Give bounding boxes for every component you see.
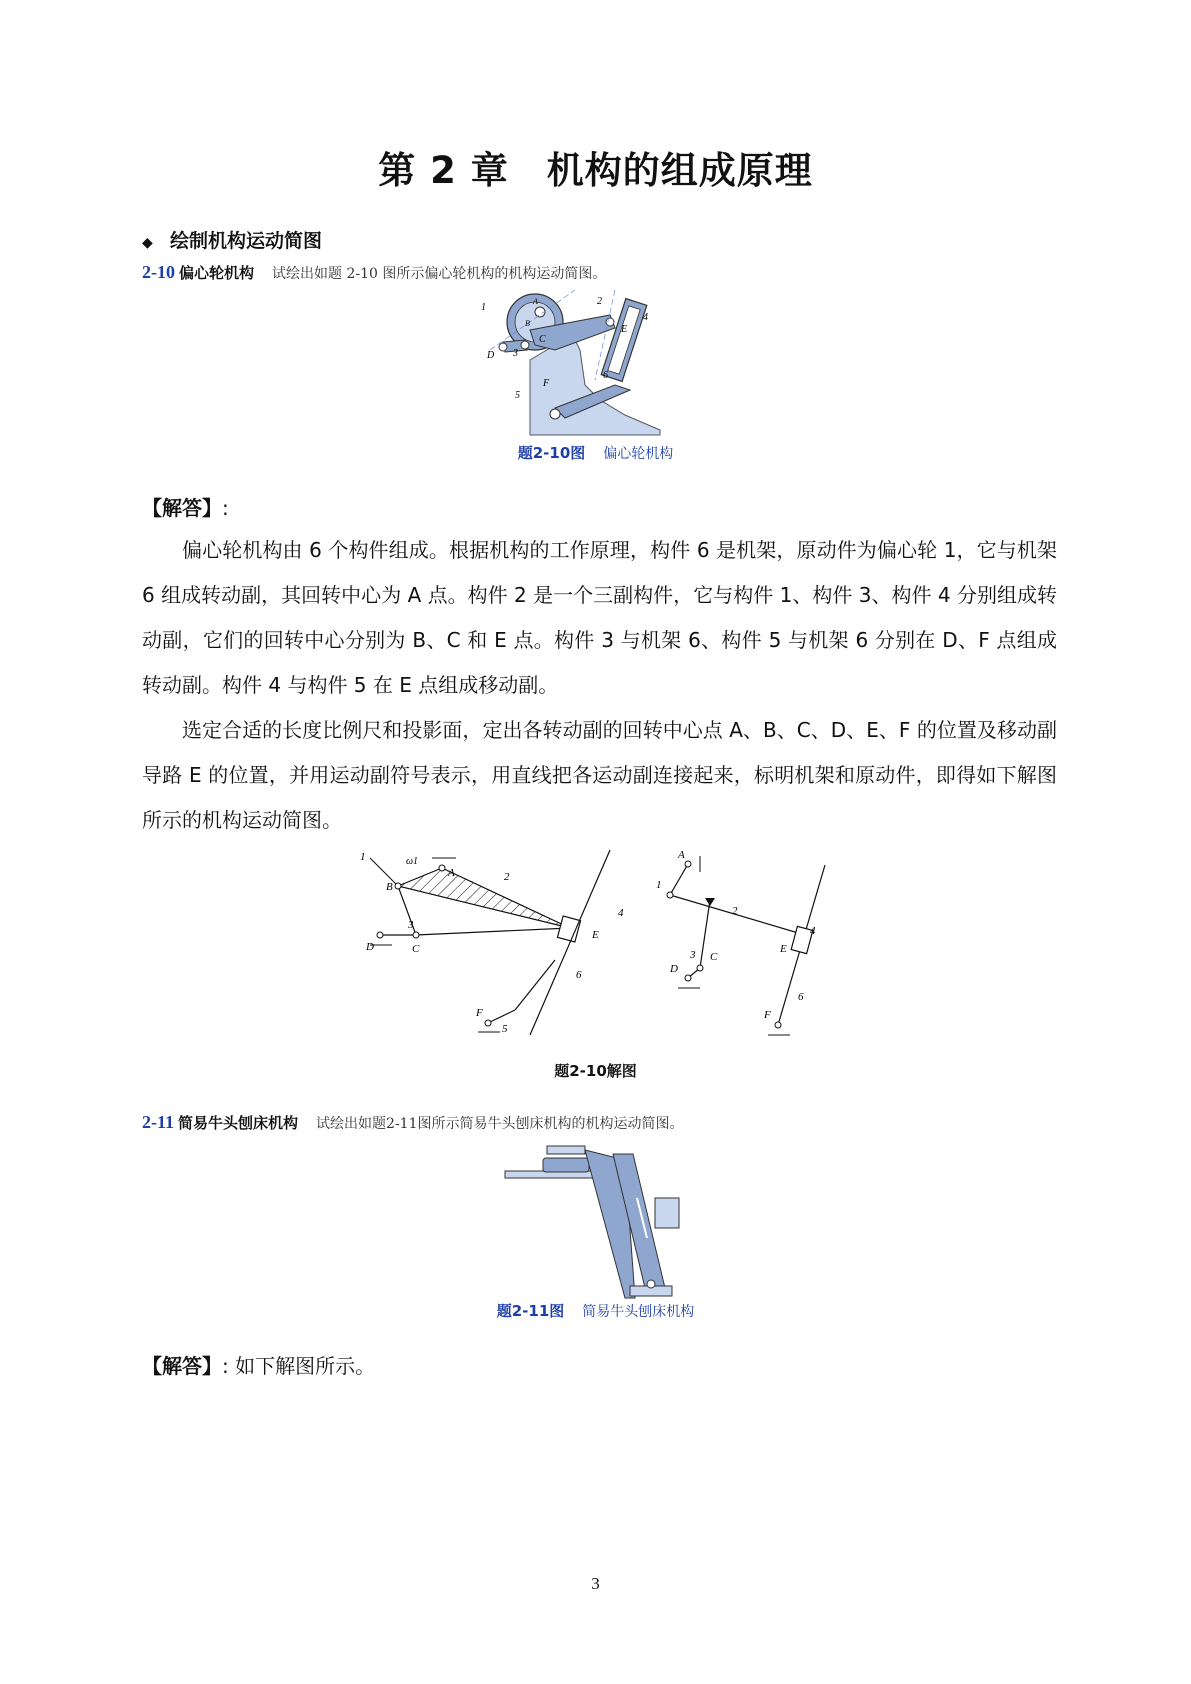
section-heading xyxy=(142,226,322,253)
fig-label-C: C xyxy=(539,334,546,345)
sol-label-1: 1 xyxy=(360,851,366,863)
diamond-bullet-icon: ◆ xyxy=(142,235,153,251)
sol-label-5: 5 xyxy=(502,1023,508,1035)
fig-label-A: A xyxy=(533,297,538,306)
answer-colon: : xyxy=(222,496,229,520)
fig-label-2: 2 xyxy=(597,296,602,307)
sol2-label-D: D xyxy=(670,963,678,975)
problem-2-10-header xyxy=(142,262,606,283)
fig-label-B: B xyxy=(525,319,530,328)
caption-number: 题2-11图 xyxy=(496,1302,565,1320)
answer-label-text: 【解答】 xyxy=(142,1354,222,1378)
fig-label-D: D xyxy=(487,350,495,361)
fig-label-E: E xyxy=(621,324,628,335)
solution-caption: 题2-10解图 xyxy=(554,1062,637,1080)
caption-text: 简易牛头刨床机构 xyxy=(582,1304,695,1320)
answer-paragraph: 选定合适的长度比例尺和投影面，定出各转动副的回转中心点 A、B、C、D、E、F 的位置及移动副导路 E 的位置，并用运动副符号表示，用直线把各运动副连接起来，标明机架和原动件，即得如下解图所示的机构运动简图。 xyxy=(142,718,1057,832)
sol-label-4: 4 xyxy=(618,907,624,919)
fig-label-1: 1 xyxy=(481,302,486,313)
figure-caption xyxy=(0,442,1191,463)
sol-label-A: A xyxy=(448,867,455,879)
sol2-label-C: C xyxy=(710,951,718,963)
sol2-label-2: 2 xyxy=(732,905,738,917)
page-number: 3 xyxy=(591,1574,600,1593)
sol-label-B: B xyxy=(386,881,393,893)
problem-name: 偏心轮机构 xyxy=(179,264,255,282)
answer-paragraph: 偏心轮机构由 6 个构件组成。根据机构的工作原理，构件 6 是机架，原动件为偏心轮 1，它与机架 6 组成转动副，其回转中心为 A 点。构件 2 是一个三副构件，它与构件 1、构件 3、构件 4 分别组成转动副，它们的回转中心分别为 B、C 和 E 点。构件 3 与机架 6、构件 5 与机架 6 分别在 D、F 点组成转动副。构件 4 与构件 5 在 E 点组成移动副。 xyxy=(142,538,1057,697)
figure-caption xyxy=(0,1300,1191,1321)
answer-label-text: 【解答】 xyxy=(142,496,222,520)
sol2-label-6: 6 xyxy=(798,991,804,1003)
eccentric-mechanism-figure xyxy=(481,290,700,440)
fig-label-3: 3 xyxy=(513,348,518,359)
answer-body xyxy=(142,528,1057,843)
sol-label-D: D xyxy=(366,941,374,953)
problem-name: 简易牛头刨床机构 xyxy=(178,1114,299,1132)
answer-label xyxy=(142,1350,375,1379)
problem-description: 试绘出如题 2-10 图所示偏心轮机构的机构运动简图。 xyxy=(272,266,607,282)
sol2-label-E: E xyxy=(780,943,787,955)
section-heading-text: 绘制机构运动简图 xyxy=(170,230,323,252)
sol2-label-A: A xyxy=(678,849,685,861)
caption-number: 题2-10图 xyxy=(517,444,586,462)
fig-label-6: 6 xyxy=(603,370,608,381)
fig-label-4: 4 xyxy=(643,312,648,323)
answer-text: : 如下解图所示。 xyxy=(222,1354,376,1378)
sol2-label-3: 3 xyxy=(690,949,696,961)
problem-2-11-header xyxy=(142,1112,683,1133)
sol-label-E: E xyxy=(592,929,599,941)
sol-label-6: 6 xyxy=(576,969,582,981)
sol-label-omega: ω1 xyxy=(406,856,419,867)
sol2-label-1: 1 xyxy=(656,879,662,891)
sol-label-2: 2 xyxy=(504,871,510,883)
fig-label-5: 5 xyxy=(515,390,520,401)
problem-description: 试绘出如题2-11图所示简易牛头刨床机构的机构运动简图。 xyxy=(316,1116,684,1132)
sol-label-F: F xyxy=(476,1007,483,1019)
sol2-label-4: 4 xyxy=(810,925,816,937)
problem-number: 2-11 xyxy=(142,1112,175,1132)
answer-label xyxy=(142,492,229,521)
sol2-label-F: F xyxy=(764,1009,771,1021)
chapter-title: 第 2 章 机构的组成原理 xyxy=(378,149,813,192)
caption-text: 偏心轮机构 xyxy=(603,446,674,462)
problem-number: 2-10 xyxy=(142,262,175,282)
shaper-mechanism-figure xyxy=(505,1138,690,1298)
sol-label-3: 3 xyxy=(408,919,414,931)
sol-label-C: C xyxy=(412,943,420,955)
fig-label-F: F xyxy=(543,378,550,389)
solution-diagram-2-10 xyxy=(360,849,830,1035)
